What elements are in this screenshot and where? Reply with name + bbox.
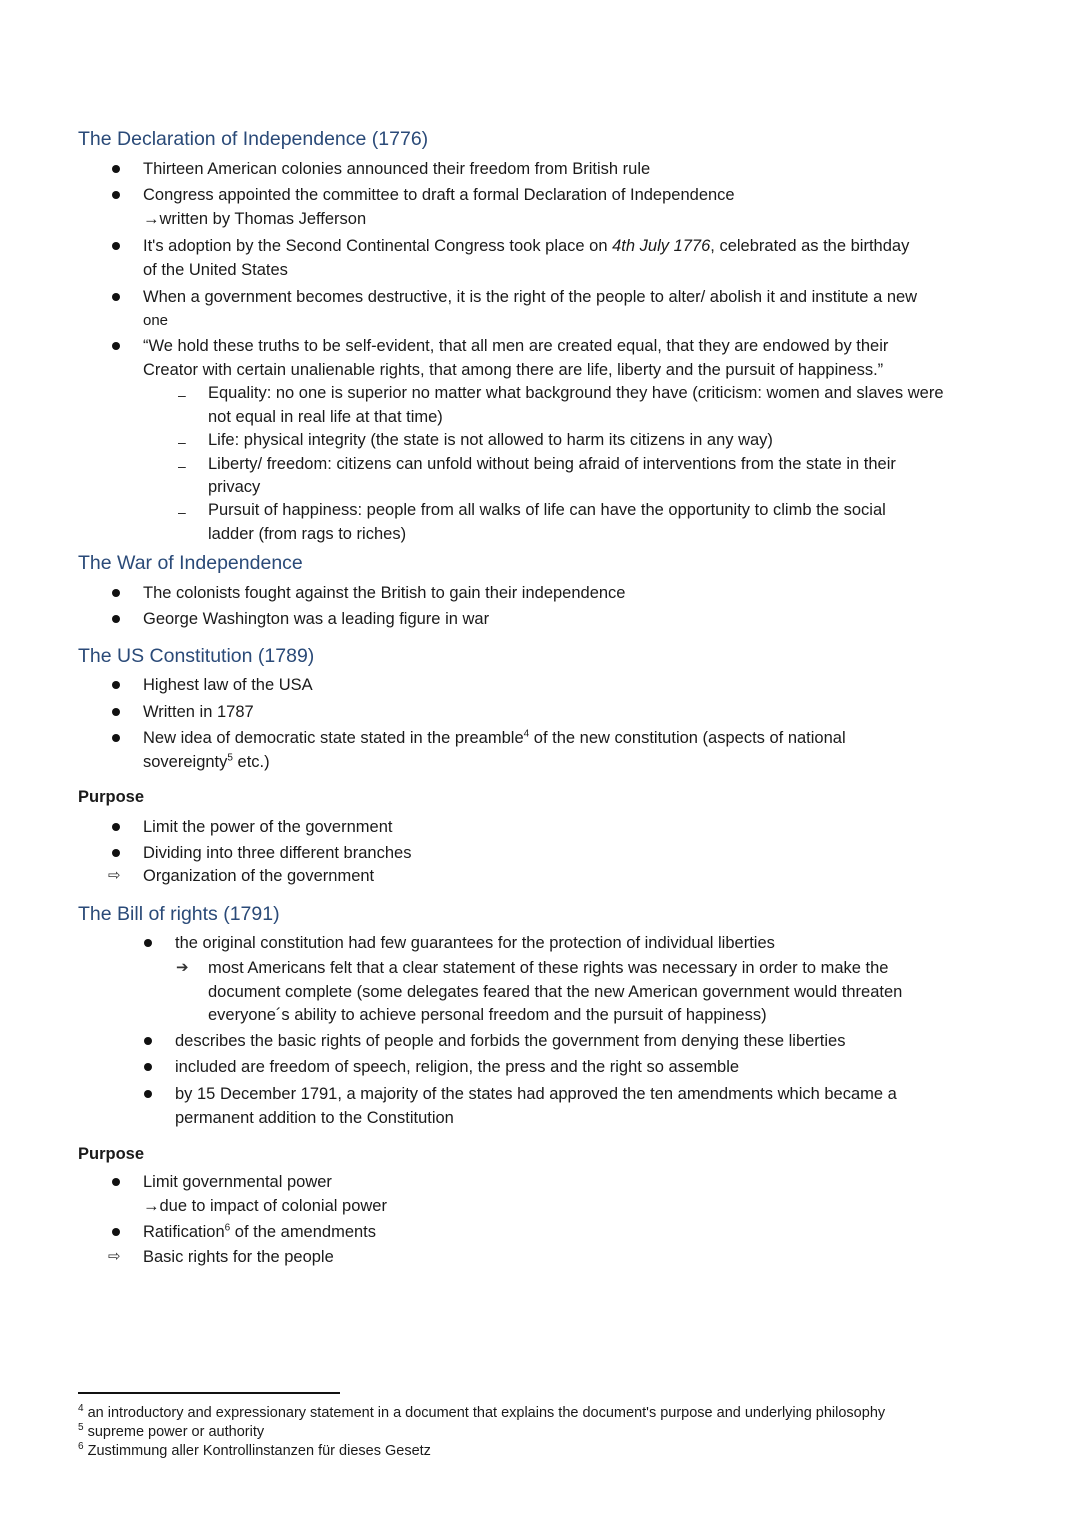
bullet-icon: [112, 242, 120, 250]
list-item: Limit the power of the government: [143, 818, 393, 836]
bullet-icon: [112, 293, 120, 301]
section-title-war: The War of Independence: [78, 552, 303, 574]
sub-list-item-cont: document complete (some delegates feared that the new American government would threaten: [208, 983, 903, 1001]
bullet-icon: [144, 1090, 152, 1098]
sub-list-item-cont: ladder (from rags to riches): [208, 525, 407, 543]
list-item: Written in 1787: [143, 703, 254, 721]
list-item-cont: permanent addition to the Constitution: [175, 1109, 454, 1127]
sub-list-item-cont: not equal in real life at that time): [208, 408, 443, 426]
bullet-icon: [112, 1228, 120, 1236]
sub-list-item: most Americans felt that a clear statement of these rights was necessary in order to make the: [208, 959, 889, 977]
list-item-cont: Creator with certain unalienable rights, that among there are life, liberty and the pursuit of happiness.”: [143, 361, 884, 379]
list-item: Limit governmental power: [143, 1173, 332, 1191]
bullet-icon: [144, 1063, 152, 1071]
list-item-sub: →written by Thomas Jefferson: [143, 210, 367, 228]
list-item: Ratification$^6$ of the amendments: [143, 1222, 377, 1241]
hollow-arrow-icon: ⇨: [108, 1248, 121, 1265]
list-item: New idea of democratic state stated in the preamble$^4$ of the new constitution (aspects of national: [143, 728, 846, 747]
purpose-heading: Purpose: [78, 788, 145, 806]
dash-icon: –: [178, 458, 186, 474]
sub-list-item-cont: privacy: [208, 478, 261, 496]
bullet-icon: [112, 191, 120, 199]
list-item: included are freedom of speech, religion, the press and the right so assemble: [175, 1058, 740, 1076]
section-title-declaration: The Declaration of Independence (1776): [78, 128, 429, 150]
bullet-icon: [112, 681, 120, 689]
list-item: It's adoption by the Second Continental Congress took place on 4th July 1776, celebrated as the birthday: [143, 237, 910, 255]
list-item: describes the basic rights of people and forbids the government from denying these liberties: [175, 1032, 846, 1050]
bullet-icon: [112, 734, 120, 742]
sub-list-item: Life: physical integrity (the state is not allowed to harm its citizens in any way): [208, 431, 773, 449]
list-item: When a government becomes destructive, it is the right of the people to alter/ abolish it and institute a new: [143, 288, 918, 306]
section-title-bill: The Bill of rights (1791): [78, 903, 280, 925]
list-item-cont: sovereignty$^5$ etc.): [143, 752, 270, 771]
bullet-icon: [112, 342, 120, 350]
dash-icon: –: [178, 504, 186, 520]
bullet-icon: [112, 849, 120, 857]
bullet-icon: [112, 1178, 120, 1186]
sub-list-item: Pursuit of happiness: people from all walks of life can have the opportunity to climb the social: [208, 501, 886, 519]
list-item-cont: one: [143, 312, 169, 329]
bullet-icon: [112, 708, 120, 716]
list-item: by 15 December 1791, a majority of the states had approved the ten amendments which became a: [175, 1085, 897, 1103]
list-item: Thirteen American colonies announced their freedom from British rule: [143, 160, 651, 178]
list-item: Dividing into three different branches: [143, 844, 412, 862]
dash-icon: –: [178, 434, 186, 450]
list-item: the original constitution had few guarantees for the protection of individual liberties: [175, 934, 775, 952]
sub-list-item-cont: everyone´s ability to achieve personal freedom and the pursuit of happiness): [208, 1006, 767, 1024]
arrow-icon: ➔: [176, 959, 189, 976]
footnote-divider: [78, 1392, 340, 1394]
footnote-4: $^4$ an introductory and expressionary statement in a document that explains the document's purpose and underlying philosophy: [78, 1403, 886, 1421]
bullet-icon: [144, 939, 152, 947]
list-item: Highest law of the USA: [143, 676, 313, 694]
bullet-icon: [112, 823, 120, 831]
list-item: Congress appointed the committee to draft a formal Declaration of Independence: [143, 186, 735, 204]
bullet-icon: [112, 165, 120, 173]
section-title-constitution: The US Constitution (1789): [78, 645, 315, 667]
list-item: Organization of the government: [143, 867, 375, 885]
purpose-heading: Purpose: [78, 1145, 145, 1163]
footnote-6: $^6$ Zustimmung aller Kontrollinstanzen für dieses Gesetz: [78, 1441, 431, 1459]
bullet-icon: [112, 615, 120, 623]
list-item-cont: of the United States: [143, 261, 288, 279]
list-item: The colonists fought against the British to gain their independence: [143, 584, 626, 602]
sub-list-item: Liberty/ freedom: citizens can unfold without being afraid of interventions from the state in their: [208, 455, 896, 473]
sub-list-item: Equality: no one is superior no matter what background they have (criticism: women and slaves were: [208, 384, 944, 402]
bullet-icon: [144, 1037, 152, 1045]
bullet-icon: [112, 589, 120, 597]
list-item: George Washington was a leading figure in war: [143, 610, 490, 628]
hollow-arrow-icon: ⇨: [108, 867, 121, 884]
footnote-5: $^5$ supreme power or authority: [78, 1422, 265, 1440]
dash-icon: –: [178, 387, 186, 403]
list-item: Basic rights for the people: [143, 1248, 334, 1266]
list-item-sub: →due to impact of colonial power: [143, 1197, 387, 1215]
list-item: “We hold these truths to be self-evident, that all men are created equal, that they are endowed by their: [143, 337, 889, 355]
